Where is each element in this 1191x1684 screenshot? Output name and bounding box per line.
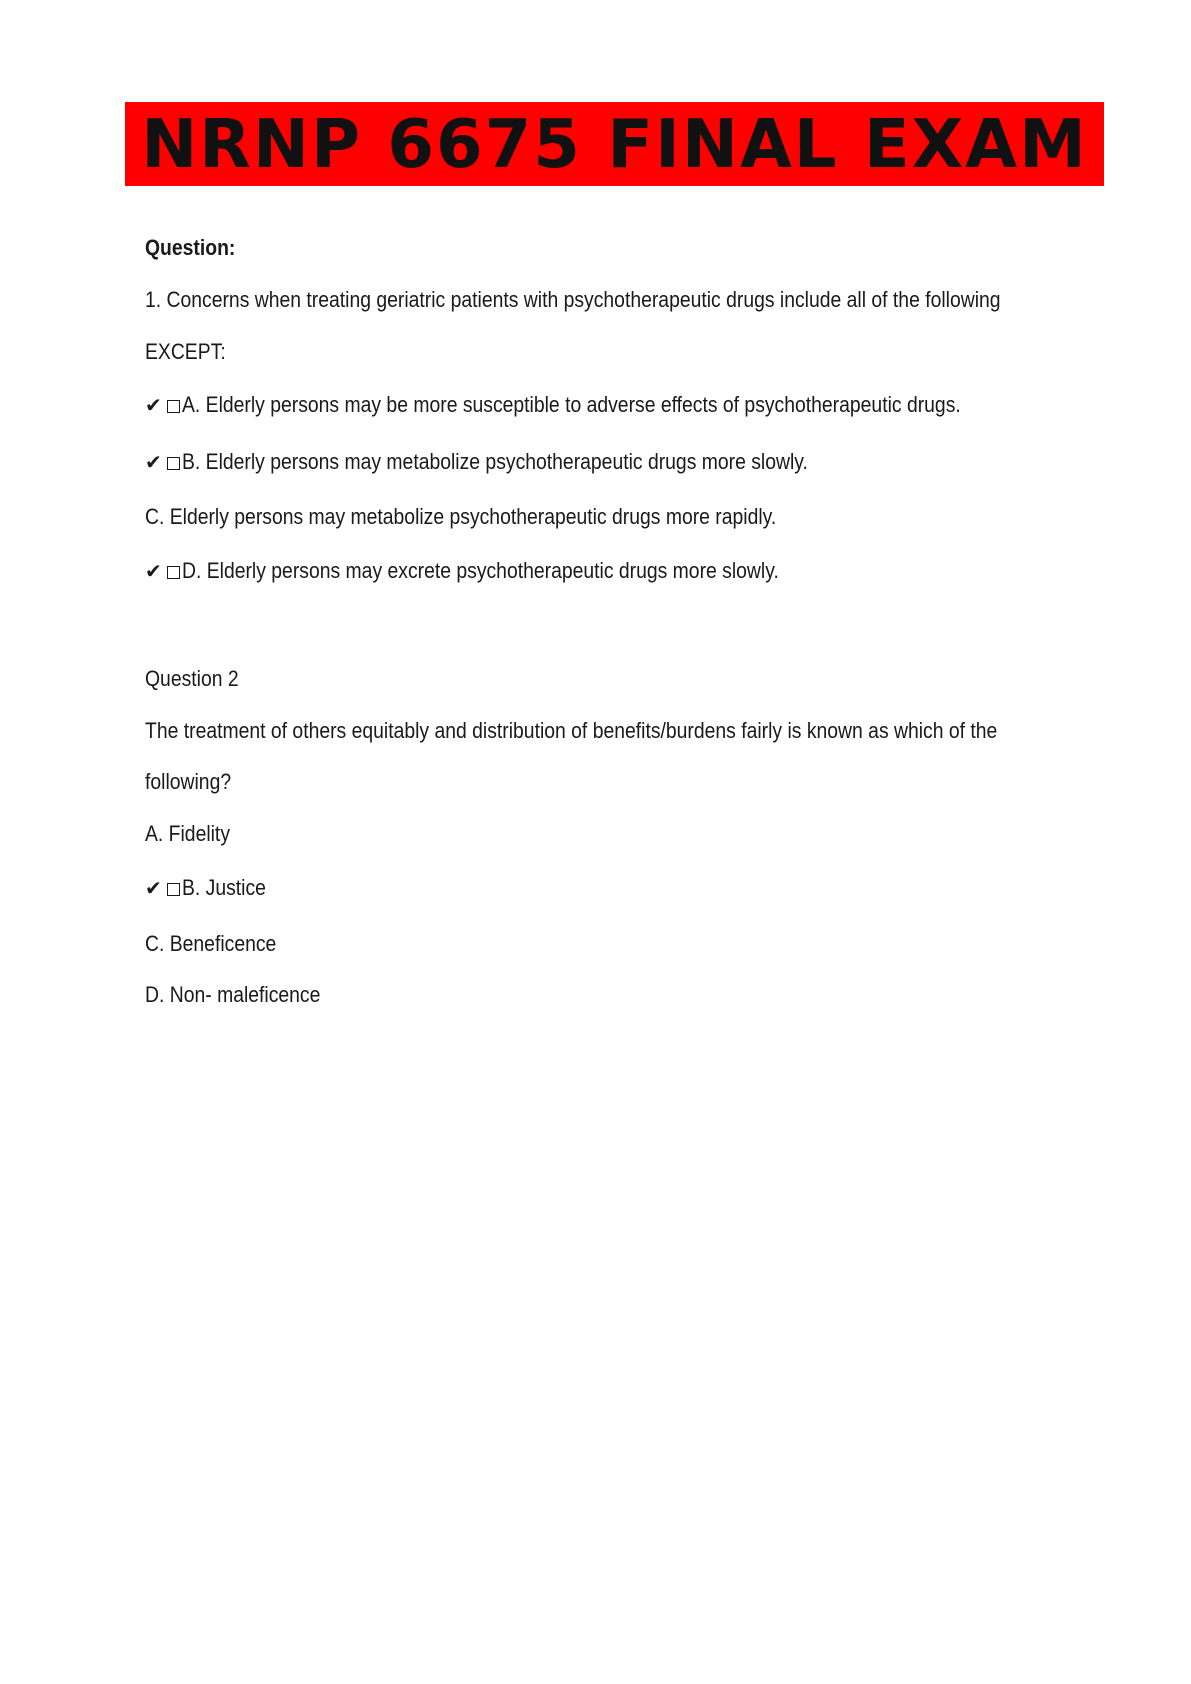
checkbox-icon bbox=[167, 883, 180, 896]
check-mark-icon: ✔ bbox=[145, 559, 162, 583]
question-2-option-a: A. Fidelity bbox=[145, 821, 231, 846]
question-1-prompt-line-1: 1. Concerns when treating geriatric patients with psychotherapeutic drugs include all of the following bbox=[145, 287, 1001, 312]
document-title: NRNP 6675 FINAL EXAM bbox=[141, 105, 1088, 183]
question-1-option-a: ✔ A. Elderly persons may be more susceptible to adverse effects of psychotherapeutic drugs. bbox=[145, 390, 1067, 420]
question-2-heading: Question 2 bbox=[145, 666, 239, 691]
question-1-option-c: C. Elderly persons may metabolize psychotherapeutic drugs more rapidly. bbox=[145, 504, 777, 529]
question-2-prompt-line-1: The treatment of others equitably and distribution of benefits/burdens fairly is known as which of the bbox=[145, 718, 998, 743]
checkbox-icon bbox=[167, 457, 180, 470]
title-banner bbox=[125, 102, 1104, 186]
question-1-option-b: ✔ B. Elderly persons may metabolize psychotherapeutic drugs more slowly. bbox=[145, 447, 893, 477]
check-mark-icon: ✔ bbox=[145, 876, 162, 900]
question-2-option-c: C. Beneficence bbox=[145, 931, 277, 956]
question-1-prompt-line-2: EXCEPT: bbox=[145, 339, 226, 364]
question-2-prompt-line-2: following? bbox=[145, 769, 232, 794]
question-1-heading: Question: bbox=[145, 235, 236, 260]
check-mark-icon: ✔ bbox=[145, 393, 162, 417]
check-mark-icon: ✔ bbox=[145, 450, 162, 474]
question-1-option-d: ✔ D. Elderly persons may excrete psychotherapeutic drugs more slowly. bbox=[145, 556, 860, 586]
checkbox-icon bbox=[167, 566, 180, 579]
checkbox-icon bbox=[167, 400, 180, 413]
question-2-option-b: ✔ B. Justice bbox=[145, 873, 277, 903]
question-2-option-d: D. Non- maleficence bbox=[145, 982, 321, 1007]
